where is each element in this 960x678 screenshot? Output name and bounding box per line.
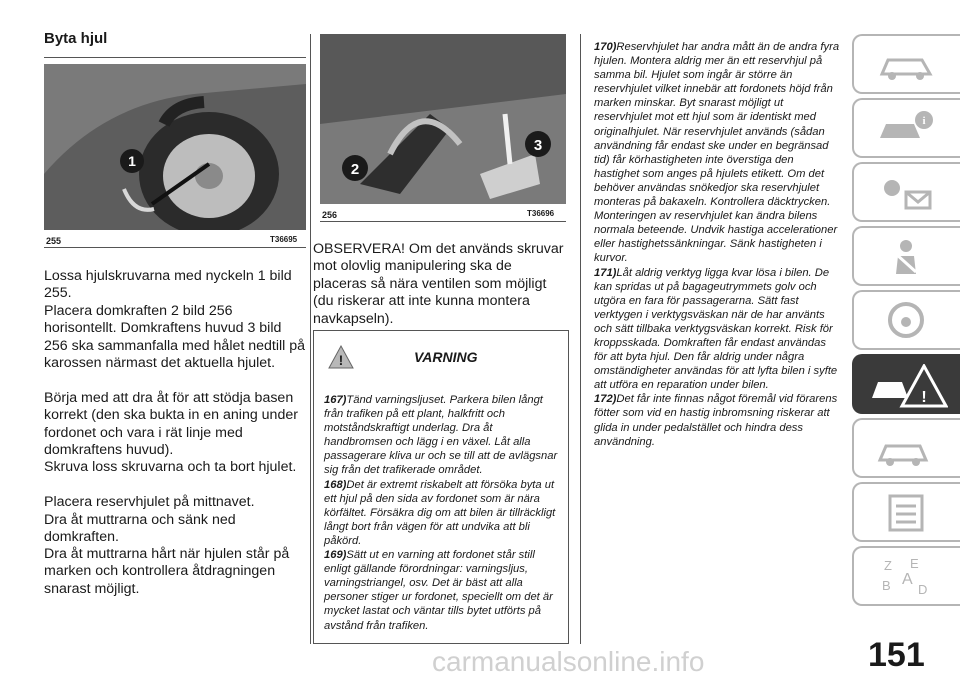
car-maintenance-icon xyxy=(876,428,936,468)
tab-car-overview[interactable] xyxy=(852,34,960,94)
figure-256-image xyxy=(320,34,566,204)
page-number: 151 xyxy=(868,636,925,674)
figure-255-rule xyxy=(44,247,306,248)
svg-text:D: D xyxy=(918,582,928,597)
warning-box xyxy=(313,330,569,644)
figure-256-number: 256 xyxy=(322,210,338,220)
figure-255-number: 255 xyxy=(46,236,62,246)
warning-body xyxy=(324,393,562,633)
tab-driving[interactable] xyxy=(852,290,960,350)
svg-text:Z: Z xyxy=(884,558,892,573)
alphabetical-index-icon xyxy=(876,554,936,598)
figure-255-code: T36695 xyxy=(270,235,298,244)
title-rule xyxy=(44,57,306,58)
jack-placement-illustration xyxy=(320,34,566,204)
svg-text:!: ! xyxy=(338,352,344,368)
warning-item-170: 170)Reservhjulet har andra mått än de andra fyra hjulen. Montera aldrig mer än ett reservhjul på samma bil. Hjulet som ingår är större än reservhjulet vilket innebär att fordonets höjd från marken minskar. Byt snarast möjligt ut reservhjulet mot ett hjul som är identiskt med originalhjulet. När reservhjulet används (sådan användning får endast ske under en begränsad tid) får körhastigheten inte överstiga den hastighet som anges på hjulets etikett. Om det behöver användas snökedjor ska reservhjulet monteras på bakaxeln. Kontrollera däcktrycken. Monteringen av reservhjulet kan ändra bilens normala beteende. Undvik hastiga accelerationer eller hastighetssänkningar. Sänk hastigheten i kurvor. xyxy=(594,41,840,265)
callout-1: 1 xyxy=(128,153,136,169)
figure-256-rule xyxy=(320,221,566,222)
warning-item-172: 172)Det får inte finnas något föremål vid förarens fötter som vid en hastig inbromsning riskerar att glida in under pedalstället och hindra dess användning. xyxy=(594,393,838,448)
emergency-triangle-icon xyxy=(868,364,948,408)
col1-paragraph-7: Dra åt muttrarna hårt när hjulen står på marken och kontrollera åtdragningen snarast möjligt. xyxy=(44,546,290,597)
warning-header xyxy=(314,331,568,379)
col1-paragraph-4: Skruva loss skruvarna och ta bort hjulet. xyxy=(44,459,297,475)
watermark: carmanualsonline.info xyxy=(432,646,705,677)
tab-car-info[interactable] xyxy=(852,98,960,158)
tab-emergency[interactable] xyxy=(852,354,960,414)
specifications-list-icon xyxy=(876,492,936,532)
col1-paragraph-6: Dra åt muttrarna och sänk ned domkraften. xyxy=(44,512,236,546)
column-divider-1 xyxy=(310,34,311,644)
svg-text:!: ! xyxy=(921,389,927,406)
warning-item-167: 167)Tänd varningsljuset. Parkera bilen långt från trafiken på ett plant, halkfritt och motståndskraftigt underlag. Dra åt handbromsen och lägg i en växel. Låt alla passagerare kliva ur och se till att de avlägsnar sig från det trafikerade området. xyxy=(324,394,558,477)
page-title: Byta hjul xyxy=(44,30,108,47)
car-outline-icon xyxy=(876,44,936,84)
wheel-wrench-illustration xyxy=(44,64,306,230)
tab-safety[interactable] xyxy=(852,226,960,286)
warning-triangle-icon xyxy=(328,345,354,369)
tab-index[interactable] xyxy=(852,546,960,606)
steering-wheel-icon xyxy=(876,300,936,340)
column-divider-2 xyxy=(580,34,581,644)
dashboard-lights-icon xyxy=(876,172,936,212)
warning-item-171: 171)Låt aldrig verktyg ligga kvar lösa i bilen. De kan spridas ut på bagageutrymmets golv och utgöra en fara för passagerarna. Sätt fast verktygen i verktygsväskan när de har använts och sätt tillbaka verktygsväskan korrekt. Risk för kroppsskada. Domkraften får endast användas för att byta hjul. Den får aldrig under några omständigheter användas för att lyfta bilen i syfte att utföra en reparation under bilen. xyxy=(594,266,838,392)
car-info-icon xyxy=(876,108,936,148)
tab-specifications[interactable] xyxy=(852,482,960,542)
seatbelt-airbag-icon xyxy=(876,236,936,276)
warning-item-169: 169)Sätt ut en varning att fordonet står still enligt gällande förordningar: varningsljus, varningstriangel, osv. Det är bäst att alla personer stiger ur fordonet, speciellt om det är mycket lastat och väntar tills bytet utförts på avstånd från trafiken. xyxy=(324,549,553,632)
svg-text:i: i xyxy=(922,115,926,127)
warning-item-168: 168)Det är extremt riskabelt att försöka byta ut ett hjul på den sida av fordonet som är nära körfältet. Försäkra dig om att bilen är tillräckligt långt bort från vägen för att undvika att bli påkörd. xyxy=(324,478,556,547)
figure-256-code: T36696 xyxy=(527,209,555,218)
col1-paragraph-5: Placera reservhjulet på mittnavet. xyxy=(44,494,255,510)
col1-paragraph-1: Lossa hjulskruvarna med nyckeln 1 bild 255. xyxy=(44,268,292,302)
warning-label: VARNING xyxy=(414,349,478,365)
tab-maintenance[interactable] xyxy=(852,418,960,478)
tab-dashboard-lights[interactable] xyxy=(852,162,960,222)
col1-paragraph-2: Placera domkraften 2 bild 256 horisontellt. Domkraftens huvud 3 bild 256 ska sammanfalla med hålet nedtill på karossen närmast det aktuella hjulet. xyxy=(44,303,306,372)
callout-2: 2 xyxy=(350,161,360,178)
svg-text:A: A xyxy=(902,571,913,588)
callout-3: 3 xyxy=(533,137,543,154)
tamper-note: OBSERVERA! Om det används skruvar mot olovlig manipulering ska de placeras så nära ventilen som möjligt (du riskerar att inte kunna montera navkapseln). xyxy=(313,241,564,327)
figure-255-image xyxy=(44,64,306,230)
svg-text:E: E xyxy=(910,556,919,571)
col1-paragraph-3: Börja med att dra åt för att stödja basen korrekt (den ska bukta in en aning under fordonet och vara i rät linje med domkraftens huvud). xyxy=(44,390,298,459)
svg-text:B: B xyxy=(882,578,891,593)
warning-continued-column xyxy=(594,40,840,449)
